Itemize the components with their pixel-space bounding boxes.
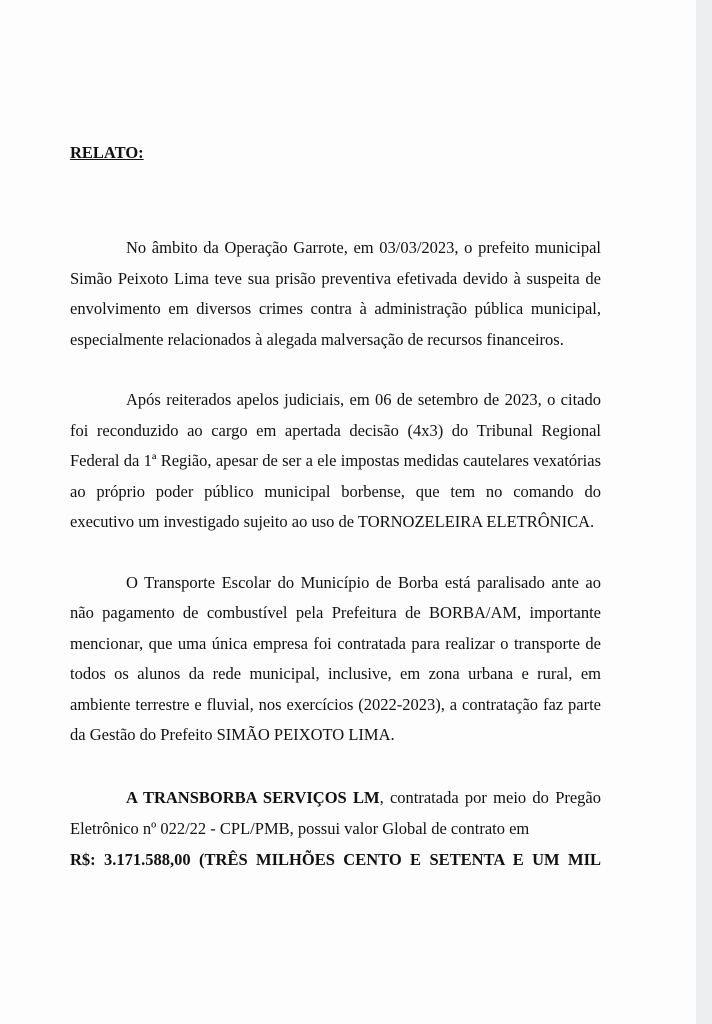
page-edge xyxy=(696,0,712,1024)
section-heading: RELATO: xyxy=(70,143,144,162)
paragraph-transporte-escolar: O Transporte Escolar do Município de Borba está paralisado ante ao não pagamento de combustível pela Prefeitura de BORBA/AM, importante mencionar, que uma única empresa foi contratada para realizar o transporte de todos os alunos da rede municipal, inclusive, em zona urbana e rural, em ambiente terrestre e fluvial, nos exercícios (2022-2023), a contratação faz parte da Gestão do Prefeito SIMÃO PEIXOTO LIMA. xyxy=(70,572,601,744)
contract-text: , contratada por meio do Pregão Eletrônico nº 022/22 - CPL/PMB, possui valor Global de contrato em xyxy=(70,787,602,838)
paragraph-reconducao: Após reiterados apelos judiciais, em 06 de setembro de 2023, o citado foi reconduzido ao cargo em apertada decisão (4x3) do Tribunal Regional Federal da 1ª Região, apesar de ser a ele impostas medidas cautelares vexatórias ao próprio poder público municipal borbense, que tem no comando do executivo um investigado sujeito ao uso de TORNOZELEIRA ELETRÔNICA. xyxy=(70,390,601,531)
document-body xyxy=(70,142,601,875)
company-name: A TRANSBORBA SERVIÇOS LM xyxy=(126,787,380,807)
paragraph-operacao-garrote: No âmbito da Operação Garrote, em 03/03/2023, o prefeito municipal Simão Peixoto Lima teve sua prisão preventiva efetivada devido à suspeita de envolvimento em diversos crimes contra à administração pública municipal, especialmente relacionados à alegada malversação de recursos financeiros. xyxy=(70,238,601,349)
paragraph-transborba xyxy=(70,782,601,875)
contract-amount: R$: 3.171.588,00 (TRÊS MILHÕES CENTO E SETENTA E UM MIL xyxy=(70,849,601,869)
